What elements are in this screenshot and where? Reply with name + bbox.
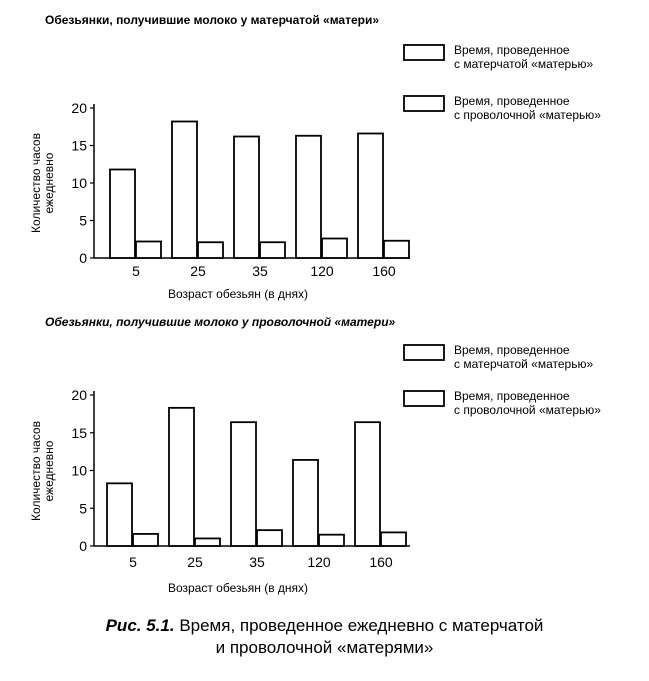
chart-1-x-tick-label: 160 bbox=[372, 263, 396, 279]
chart-2-bar-series-1 bbox=[107, 483, 132, 546]
chart-2-bar-series-2 bbox=[195, 538, 220, 546]
caption-line-2: и проволочной «матерями» bbox=[215, 638, 434, 657]
figure-caption bbox=[0, 615, 649, 659]
chart-1-bar-series-1 bbox=[110, 170, 135, 259]
chart-2-legend-label: с матерчатой «матерью» bbox=[454, 357, 594, 371]
chart-2-legend-label: с проволочной «матерью» bbox=[454, 403, 601, 417]
chart-2-x-tick-label: 25 bbox=[187, 554, 203, 570]
chart-1-legend-label: Время, проведенное bbox=[454, 94, 570, 108]
chart-2-bar-series-2 bbox=[319, 535, 344, 546]
chart-1-y-tick-label: 15 bbox=[71, 137, 87, 154]
chart-2-legend-swatch bbox=[404, 391, 444, 406]
chart-1-y-axis-label: Количество часов bbox=[29, 133, 43, 233]
chart-2-legend-label: Время, проведенное bbox=[454, 389, 570, 403]
chart-2-legend-swatch bbox=[404, 345, 444, 360]
chart-1-y-tick-label: 5 bbox=[79, 212, 87, 229]
chart-2-x-tick-label: 35 bbox=[249, 554, 265, 570]
chart-1-bar-series-2 bbox=[198, 242, 223, 258]
chart-1-bar-series-2 bbox=[260, 242, 285, 258]
chart-1-bar-series-2 bbox=[136, 242, 161, 259]
chart-2-y-axis-label: ежедневно bbox=[42, 440, 56, 502]
chart-2-x-tick-label: 160 bbox=[369, 554, 393, 570]
caption-line-1 bbox=[0, 615, 649, 637]
chart-1-legend-swatch bbox=[404, 45, 444, 60]
chart-1-bar-series-1 bbox=[358, 134, 383, 259]
chart-1-y-tick-label: 20 bbox=[71, 100, 87, 116]
chart-2-x-tick-label: 5 bbox=[129, 554, 137, 570]
chart-2-title: Обезьянки, получившие молоко у проволочной «матери» bbox=[45, 315, 396, 329]
chart-2-bar-series-1 bbox=[169, 408, 194, 546]
chart-2-y-tick-label: 15 bbox=[71, 424, 87, 441]
chart-1-bar-series-1 bbox=[234, 137, 259, 259]
chart-2-bar-series-2 bbox=[257, 530, 282, 546]
chart-1-bar-series-1 bbox=[172, 122, 197, 259]
chart-1-bar-series-1 bbox=[296, 136, 321, 258]
chart-1-x-tick-label: 35 bbox=[252, 263, 268, 279]
chart-2-y-axis-label: Количество часов bbox=[29, 421, 43, 521]
chart-1-x-tick-label: 5 bbox=[132, 263, 140, 279]
chart-1-title: Обезьянки, получившие молоко у матерчатой «матери» bbox=[45, 13, 380, 27]
chart-1-legend-label: с проволочной «матерью» bbox=[454, 108, 601, 122]
chart-2-bar-series-1 bbox=[355, 422, 380, 546]
caption-text-1: Время, проведенное ежедневно с матерчатой bbox=[179, 616, 544, 635]
chart-2-legend-label: Время, проведенное bbox=[454, 343, 570, 357]
chart-2-bar-series-2 bbox=[133, 534, 158, 546]
chart-1-y-tick-label: 10 bbox=[71, 175, 87, 191]
chart-1-legend-label: Время, проведенное bbox=[454, 43, 570, 57]
chart-1-legend-swatch bbox=[404, 96, 444, 111]
chart-2-y-tick-label: 10 bbox=[71, 462, 87, 479]
chart-1-bar-series-2 bbox=[384, 241, 409, 258]
chart-1-bar-series-2 bbox=[322, 239, 347, 259]
chart-2-bar-series-1 bbox=[293, 460, 318, 546]
chart-2-x-tick-label: 120 bbox=[307, 554, 331, 570]
chart-2-bar-series-1 bbox=[231, 422, 256, 546]
chart-1-y-tick-label: 0 bbox=[79, 250, 87, 266]
chart-1-legend-label: с матерчатой «матерью» bbox=[454, 57, 594, 71]
chart-2-x-axis-label: Возраст обезьян (в днях) bbox=[167, 581, 309, 595]
chart-2-bar-series-2 bbox=[381, 532, 406, 546]
chart-2-y-tick-label: 0 bbox=[79, 538, 87, 554]
chart-1-x-axis-label: Возраст обезьян (в днях) bbox=[167, 287, 309, 301]
chart-1-x-tick-label: 25 bbox=[190, 263, 206, 279]
caption-label: Рис. 5.1. bbox=[105, 616, 175, 635]
chart-1-x-tick-label: 120 bbox=[310, 263, 334, 279]
chart-2-y-tick-label: 5 bbox=[79, 500, 87, 517]
chart-2-y-tick-label: 20 bbox=[71, 387, 87, 403]
chart-1-y-axis-label: ежедневно bbox=[42, 152, 56, 214]
